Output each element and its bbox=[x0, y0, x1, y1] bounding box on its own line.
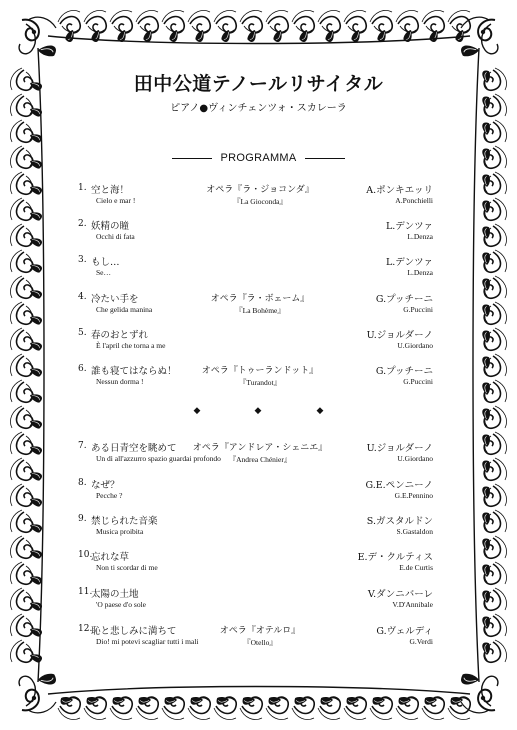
item-number: 6. bbox=[78, 364, 87, 374]
composer-jp: G.ヴェルディ bbox=[376, 626, 433, 637]
programma-heading bbox=[172, 151, 345, 165]
program-item bbox=[0, 364, 517, 390]
item-number: 12. bbox=[78, 624, 93, 634]
program-item bbox=[0, 441, 517, 467]
composer-original: G.Puccini bbox=[403, 377, 433, 386]
opera-name-jp: オペラ『オテルロ』 bbox=[219, 626, 301, 636]
heading-rule-left bbox=[172, 158, 212, 159]
opera-name-original: 『Turandot』 bbox=[238, 378, 282, 387]
item-number: 10. bbox=[78, 550, 93, 560]
program-item bbox=[0, 514, 517, 540]
item-number: 8. bbox=[78, 478, 87, 488]
item-number: 1. bbox=[78, 183, 87, 193]
diamond-icon: ◆ bbox=[193, 406, 201, 416]
composer-jp: G.プッチーニ bbox=[375, 294, 433, 305]
composer-jp: S.ガスタルドン bbox=[366, 516, 433, 527]
song-title-jp: 空と海！ bbox=[91, 185, 130, 196]
song-title-jp: 忘れな草 bbox=[91, 552, 130, 563]
song-title-jp: なぜ？ bbox=[91, 480, 120, 491]
song-title-original: Nessun dorma ! bbox=[96, 377, 144, 386]
song-title-original: Non ti scordar di me bbox=[96, 563, 158, 572]
composer-original: G.Puccini bbox=[403, 305, 433, 314]
composer-jp: G.E.ペンニーノ bbox=[365, 480, 433, 491]
song-title-original: Pecche ? bbox=[96, 491, 123, 500]
composer-original: V.D'Annibale bbox=[392, 600, 433, 609]
program-item bbox=[0, 624, 517, 650]
composer-original: S.Gastaldon bbox=[396, 527, 433, 536]
item-number: 7. bbox=[78, 441, 87, 451]
composer-jp: E.デ・クルティス bbox=[357, 552, 433, 563]
song-title-original: 'O paese d'o sole bbox=[96, 600, 146, 609]
song-title-jp: もし… bbox=[91, 257, 120, 268]
song-title-original: Dio! mi potevi scagliar tutti i mali bbox=[96, 637, 199, 646]
composer-jp: L.デンツァ bbox=[385, 257, 433, 268]
opera-name-original: 『Andrea Chénier』 bbox=[228, 455, 292, 464]
composer-original: L.Denza bbox=[407, 232, 433, 241]
section-separator bbox=[0, 405, 517, 417]
opera-name-jp: オペラ『ラ・ジョコンダ』 bbox=[206, 185, 314, 195]
song-title-original: Che gelida manina bbox=[96, 305, 153, 314]
opera-name-original: 『Otello』 bbox=[243, 638, 277, 647]
song-title-jp: 妖精の瞳 bbox=[91, 221, 130, 232]
program-item bbox=[0, 255, 517, 281]
opera-name-jp: オペラ『ラ・ボェーム』 bbox=[210, 294, 310, 304]
composer-jp: L.デンツァ bbox=[385, 221, 433, 232]
song-title-jp: 誰も寝てはならぬ！ bbox=[91, 366, 177, 377]
song-title-jp: ある日青空を眺めて bbox=[91, 443, 177, 454]
program-item bbox=[0, 587, 517, 613]
diamond-icon: ◆ bbox=[254, 406, 262, 416]
composer-original: A.Ponchielli bbox=[395, 196, 433, 205]
program-item bbox=[0, 478, 517, 504]
song-title-original: Occhi di fata bbox=[96, 232, 135, 241]
item-number: 5. bbox=[78, 328, 87, 338]
programma-label: PROGRAMMA bbox=[220, 152, 297, 164]
item-number: 2. bbox=[78, 219, 87, 229]
program-item bbox=[0, 328, 517, 354]
opera-name-jp: オペラ『アンドレア・シェニエ』 bbox=[192, 443, 328, 453]
opera-name-original: 『La Gioconda』 bbox=[233, 197, 287, 206]
composer-jp: U.ジョルダーノ bbox=[366, 330, 433, 341]
composer-original: E.de Curtis bbox=[399, 563, 433, 572]
composer-original: G.Verdi bbox=[409, 637, 433, 646]
item-number: 4. bbox=[78, 292, 87, 302]
composer-original: U.Giordano bbox=[397, 454, 433, 463]
song-title-jp: 太陽の土地 bbox=[91, 589, 139, 600]
opera-name-jp: オペラ『トゥーランドット』 bbox=[201, 366, 319, 376]
song-title-original: Un dì all'azzurro spazio guardai profondo bbox=[96, 454, 221, 463]
song-title-original: Musica proibita bbox=[96, 527, 144, 536]
opera-name-original: 『La Bohème』 bbox=[235, 306, 285, 315]
song-title-original: È l'april che torna a me bbox=[96, 341, 166, 350]
accompanist-line: ピアノ●ヴィンチェンツォ・スカレーラ bbox=[170, 103, 347, 114]
program-item bbox=[0, 219, 517, 245]
program-item bbox=[0, 550, 517, 576]
item-number: 3. bbox=[78, 255, 87, 265]
recital-title: 田中公道テノールリサイタル bbox=[133, 73, 384, 95]
song-title-jp: 恥と悲しみに満ちて bbox=[91, 626, 177, 637]
program-item bbox=[0, 183, 517, 209]
composer-original: L.Denza bbox=[407, 268, 433, 277]
composer-original: G.E.Pennino bbox=[394, 491, 433, 500]
song-title-original: Cielo e mar ! bbox=[96, 196, 136, 205]
item-number: 11. bbox=[78, 587, 93, 597]
song-title-original: Se… bbox=[96, 268, 111, 277]
heading-rule-right bbox=[305, 158, 345, 159]
composer-jp: V.ダンニバーレ bbox=[367, 589, 433, 600]
song-title-jp: 冷たい手を bbox=[91, 294, 139, 305]
program-item bbox=[0, 292, 517, 318]
composer-jp: G.プッチーニ bbox=[375, 366, 433, 377]
composer-original: U.Giordano bbox=[397, 341, 433, 350]
diamond-icon: ◆ bbox=[316, 406, 324, 416]
composer-jp: A.ポンキエッリ bbox=[366, 185, 433, 196]
song-title-jp: 春のおとずれ bbox=[91, 330, 149, 341]
song-title-jp: 禁じられた音楽 bbox=[91, 516, 158, 527]
composer-jp: U.ジョルダーノ bbox=[366, 443, 433, 454]
item-number: 9. bbox=[78, 514, 87, 524]
